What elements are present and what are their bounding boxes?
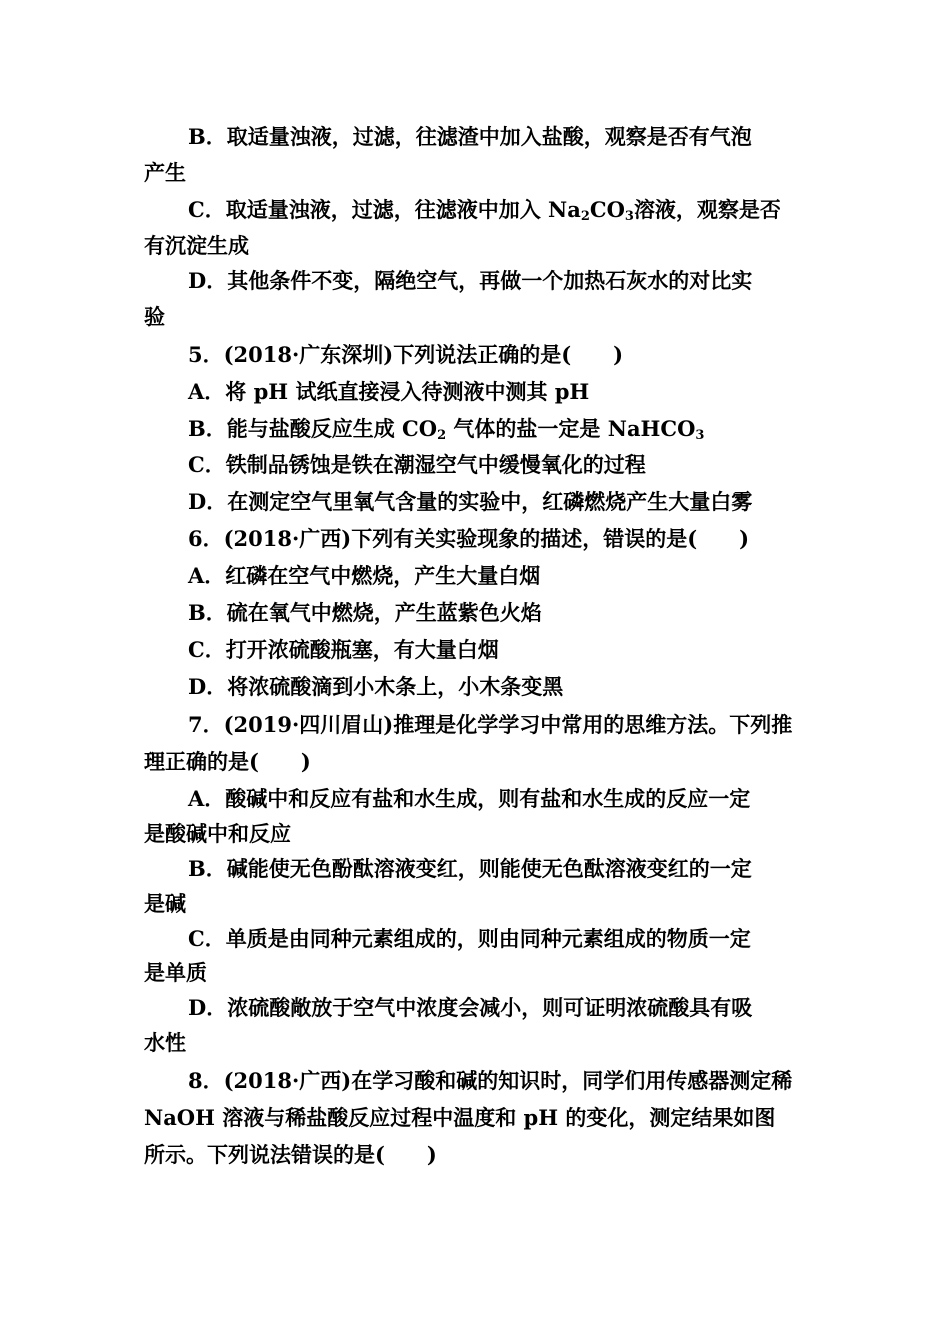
q7-option-d-line2: 水性 (144, 1030, 186, 1055)
q4-option-c-line2: 有沉淀生成 (144, 233, 249, 258)
q4-option-c-text-mid: CO (589, 197, 625, 222)
q7-option-a-line1: A．酸碱中和反应有盐和水生成，则有盐和水生成的反应一定 (188, 786, 751, 811)
q7-stem-line2: 理正确的是( ) (144, 749, 311, 774)
q4-option-c-text-pre: C．取适量浊液，过滤，往滤液中加入 Na (188, 197, 581, 222)
q4-option-c-line1 (188, 195, 781, 225)
q5-stem: 5．(2018·广东深圳)下列说法正确的是( ) (188, 342, 624, 367)
q5-option-b-sub2: 3 (695, 428, 705, 443)
q8-stem-line3: 所示。下列说法错误的是( ) (144, 1142, 437, 1167)
q7-option-b-line2: 是碱 (144, 891, 186, 916)
q5-option-b-mid: 气体的盐一定是 NaHCO (446, 416, 696, 441)
q4-option-b-line2: 产生 (144, 160, 186, 185)
q5-option-b-pre: B．能与盐酸反应生成 CO (188, 416, 438, 441)
q5-option-a: A．将 pH 试纸直接浸入待测液中测其 pH (188, 379, 590, 404)
q4-option-c-sub1: 2 (580, 209, 590, 224)
q4-option-d-line2: 验 (144, 304, 165, 329)
q4-option-d-line1: D．其他条件不变，隔绝空气，再做一个加热石灰水的对比实 (188, 268, 753, 293)
q8-stem-line2: NaOH 溶液与稀盐酸反应过程中温度和 pH 的变化，测定结果如图 (144, 1105, 776, 1130)
q7-option-d-line1: D．浓硫酸敞放于空气中浓度会减小，则可证明浓硫酸具有吸 (188, 995, 753, 1020)
q7-option-a-line2: 是酸碱中和反应 (144, 821, 291, 846)
q5-option-c: C．铁制品锈蚀是铁在潮湿空气中缓慢氧化的过程 (188, 452, 646, 477)
q5-option-d: D．在测定空气里氧气含量的实验中，红磷燃烧产生大量白雾 (188, 489, 753, 514)
q4-option-c-text-post: 溶液，观察是否 (633, 197, 781, 222)
q6-option-b: B．硫在氧气中燃烧，产生蓝紫色火焰 (188, 600, 542, 625)
q7-option-c-line2: 是单质 (144, 960, 207, 985)
q7-option-c-line1: C．单质是由同种元素组成的，则由同种元素组成的物质一定 (188, 926, 751, 951)
q5-option-b (188, 414, 704, 444)
q4-option-c-sub2: 3 (624, 209, 634, 224)
q6-option-c: C．打开浓硫酸瓶塞，有大量白烟 (188, 637, 499, 662)
q7-option-b-line1: B．碱能使无色酚酞溶液变红，则能使无色酞溶液变红的一定 (188, 856, 752, 881)
q7-stem-line1: 7．(2019·四川眉山)推理是化学学习中常用的思维方法。下列推 (188, 712, 793, 737)
q5-option-b-sub1: 2 (437, 428, 447, 443)
q8-stem-line1: 8．(2018·广西)在学习酸和碱的知识时，同学们用传感器测定稀 (188, 1068, 793, 1093)
q6-option-a: A．红磷在空气中燃烧，产生大量白烟 (188, 563, 541, 588)
q6-stem: 6．(2018·广西)下列有关实验现象的描述，错误的是( ) (188, 526, 750, 551)
q6-option-d: D．将浓硫酸滴到小木条上，小木条变黑 (188, 674, 564, 699)
q4-option-b-line1: B．取适量浊液，过滤，往滤渣中加入盐酸，观察是否有气泡 (188, 124, 752, 149)
